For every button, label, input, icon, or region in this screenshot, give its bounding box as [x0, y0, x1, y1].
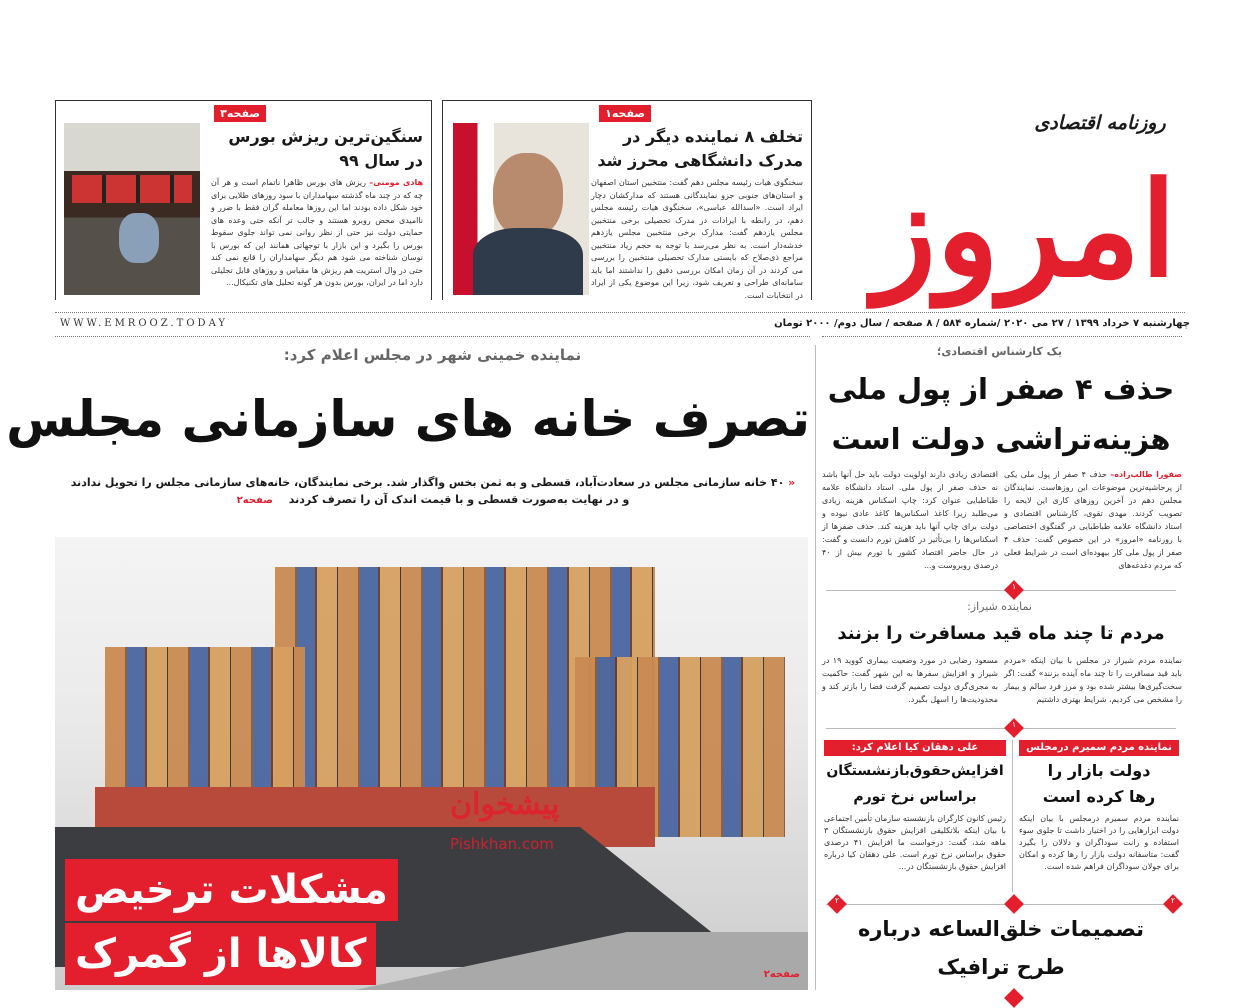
dotted-divider	[822, 336, 1182, 337]
teaser-title: سنگین‌ترین ریزش بورس در سال ۹۹	[228, 127, 423, 170]
main-lead	[58, 474, 808, 509]
headline-line-1: حذف ۴ صفر از پول ملی	[827, 372, 1175, 406]
headline-line-2: براساس نرخ تورم	[853, 789, 977, 805]
story3-headline[interactable]	[1019, 758, 1179, 810]
divider	[826, 590, 1176, 591]
page-marker-diamond	[1004, 988, 1024, 1008]
story4-headline[interactable]	[824, 758, 1006, 810]
photo-page-ref[interactable]: صفحه۲	[763, 969, 800, 980]
story3-label: نماینده مردم سمیرم درمجلس	[1019, 740, 1179, 756]
lead-line-2: و در نهایت به‌صورت قسطی و با قیمت اندک آن را تصرف کردند	[288, 493, 630, 506]
body-text: حذف ۴ صفر از پول ملی یکی از پرحاشیه‌ترین موضوعات این روزهاست. نمایندگان مجلس دهم در آخرین روزهای کاری این لایحه را تصویب کردند. مهدی تقوی، کارشناس اقتصادی و استاد دانشگاه علامه طباطبایی در گفتگوی اختصاصی با روزنامه «امروز» در این خصوص گفت: حذف ۴ صفر از پول ملی کار بیهوده‌ای است در شرایط فعلی که مردم دغدغه‌های	[1004, 470, 1182, 570]
story2-headline[interactable]: مردم تا چند ماه قید مسافرت را بزنند	[837, 623, 1165, 644]
story2-body-right: نماینده مردم شیراز در مجلس با بیان اینکه «مردم باید قید مسافرت را تا چند ماه آینده بزنند» گفت: اگر سخت‌گیری‌ها بیشتر شده بود و مرز فرد سالم و بیمار را مشخص می کردیم، شرایط بهتری داشتیم	[1004, 656, 1182, 704]
page-number: ۲	[1170, 896, 1176, 905]
double-chevron-icon: «	[788, 476, 796, 489]
teaser-body: سخنگوی هیات رئیسه مجلس دهم گفت: منتخبین استان اصفهان و استان‌های جنوبی جزو نمایندگانی هستند که مدارکشان دچار ایراد است. «اسدالله عباسی»، سخنگوی هیات رئیسه مجلس دهم، در رابطه با ایرادات در مدرک تحصیلی برخی منتخبین مجلس یازدهم گفت: مدارک برخی منتخبین مجلس یازدهم خدشه‌دار است. به نظر می‌رسد با توجه به حجم زیاد منتخبین مراجع ذی‌صلاح که بایستی مدارک تحصیلی منتخبین را بررسی می کردند در آن زمان امکان بررسی دقیق را نداشتند اما باید سامانه‌ای طراحی و تعریف شود، زیرا این موضوع یکی از ایراد در انتخابات است.	[591, 178, 803, 300]
divider	[826, 904, 1176, 905]
main-page-ref[interactable]: صفحه۲	[236, 495, 273, 506]
author: هادی مومنی–	[369, 178, 423, 187]
headline-line-2: رها کرده است	[1042, 787, 1156, 806]
website-url[interactable]: WWW.EMROOZ.TODAY	[60, 318, 228, 329]
story1-body-left: اقتصادی زیادی دارند اولویت دولت باید حل آنها باشد نه حذف صفر از پول ملی. استاد دانشگاه علامه طباطبایی عنوان کرد: چاپ اسکناس هزینه زیادی می‌طلبد زیرا کاغذ اسکناس‌ها کاغذ عادی نبوده و دولت برای چاپ آنها باید هزینه کند. حذف صفرها از اسکناس‌ها را بی‌تأثیر در کاهش تورم دانست و گفت: در حال حاضر اقتصاد کشور با تورم بیش از ۴۰ درصدی روبروست و...	[822, 470, 998, 570]
dotted-divider	[55, 312, 1185, 313]
photo-title-line-1: مشکلات ترخیص	[65, 859, 398, 921]
watermark: پیشخوان	[450, 787, 560, 822]
main-headline[interactable]: تصرف خانه های سازمانی مجلس	[6, 390, 810, 448]
page-number: ۱	[1011, 582, 1017, 591]
story4-body: رئیس کانون کارگران بازنشسته سازمان تأمین اجتماعی با بیان اینکه بلاتکلیفی افزایش حقوق بازنشستگان ۳ ماهه شد، گفت: درخواست ما افزایش ۴۱ درصدی حقوق براساس نرخ تورم است. علی دهقان کیا درباره افزایش حقوق بازنشستگان در...	[824, 814, 1006, 871]
column-rule	[815, 345, 816, 990]
lead-line-1: ۴۰ خانه سازمانی مجلس در سعادت‌آباد، قسطی و به ثمن بخس واگذار شد. برخی نمایندگان، خانه‌های سازمانی مجلس را تحویل ندادند	[70, 476, 785, 489]
story4-label: علی دهقان کیا اعلام کرد:	[824, 740, 1006, 756]
stock-exchange-photo	[64, 123, 200, 295]
page-number: ۱	[1011, 720, 1017, 729]
newspaper-subtitle: روزنامه اقتصادی	[1034, 112, 1166, 134]
teaser-box-page3[interactable]	[55, 100, 432, 300]
headline-line-2: طرح ترافیک	[937, 955, 1065, 979]
story1-body-right	[1004, 468, 1182, 572]
photo-title-line-2: کالاها از گمرک	[65, 923, 376, 985]
main-kicker: نماینده خمینی شهر در مجلس اعلام کرد:	[283, 346, 582, 364]
divider	[826, 728, 1176, 729]
headline-line-2: هزینه‌تراشی دولت است	[831, 422, 1171, 456]
teaser-title: تخلف ۸ نماینده دیگر در مدرک دانشگاهی محرز شد	[597, 127, 803, 170]
page-number: ۲	[834, 896, 840, 905]
author: صفورا طالب‌زاده–	[1110, 470, 1183, 479]
page-tag: صفحه۱	[599, 105, 651, 122]
story1-kicker: یک کارشناس اقتصادی؛	[936, 345, 1063, 358]
headline-line-1: افزایش‌حقوق‌بازنشستگان	[826, 763, 1004, 779]
story2-kicker: نماینده شیراز:	[967, 600, 1032, 613]
story2-body-left: مسعود رضایی در مورد وضعیت بیماری کووید ۱۹ در شیراز و افزایش سفرها به این شهر گفت: حاکمیت به مجری‌گری دولت تصمیم گرفت فضا را بازتر کند و محدودیت‌ها را اسهل بگیرد.	[822, 656, 998, 704]
story3-body: نماینده مردم سمیرم درمجلس با بیان اینکه دولت ابزارهایی را در اختیار داشت تا جلوی سوء استفاده و رانت سوداگران و دلالان را بگیرد گفت: متاسفانه دولت بازار را رها کرده و امکان برای جولان سوداگران فراهم شده است.	[1019, 814, 1179, 871]
container-ship-photo	[55, 537, 808, 990]
headline-line-1: دولت بازار را	[1047, 761, 1151, 780]
dateline: چهارشنبه ۷ خرداد ۱۳۹۹ / ۲۷ می ۲۰۲۰ /شماره ۵۸۴ / ۸ صفحه / سال دوم/ ۲۰۰۰ تومان	[774, 318, 1190, 329]
page-tag: صفحه۳	[214, 105, 266, 122]
teaser-box-page1[interactable]	[442, 100, 812, 300]
teaser-body	[211, 177, 423, 290]
story1-headline[interactable]	[822, 364, 1180, 464]
dotted-divider	[55, 336, 810, 337]
watermark-url: Pishkhan.com	[450, 835, 554, 853]
headline-line-1: تصمیمات خلق‌الساعه درباره	[857, 917, 1145, 941]
column-rule	[1012, 740, 1013, 892]
politician-photo	[453, 123, 589, 295]
story5-headline[interactable]	[822, 910, 1180, 986]
newspaper-logo: امروز	[873, 153, 1177, 306]
body-text: ریزش های بورس ظاهرا ناتمام است و هر آن چه که در چند ماه گذشته سهامداران با سود روزهای طلایی برای خود شکل داده بودند اما این روزها معامله گران فقط با ضرر و ناامیدی محض روبرو هستند و جالب تر آنکه حتی وعده های حمایتی دولت نیز حتی از نظر روانی نمی تواند جلوی سقوط بورس را بگیرد و این بازار با توجهاتی همانند این که بورس با نوسان شناخته می شود هم دیگر سهامداران را قانع نمی کند حتی در وال استریت هم ریزش ها مقیاس و روزهای قابل تحلیلی دارد اما در ایران، بورس بدون هر گونه تحلیل های تکنیکال...	[211, 178, 423, 287]
